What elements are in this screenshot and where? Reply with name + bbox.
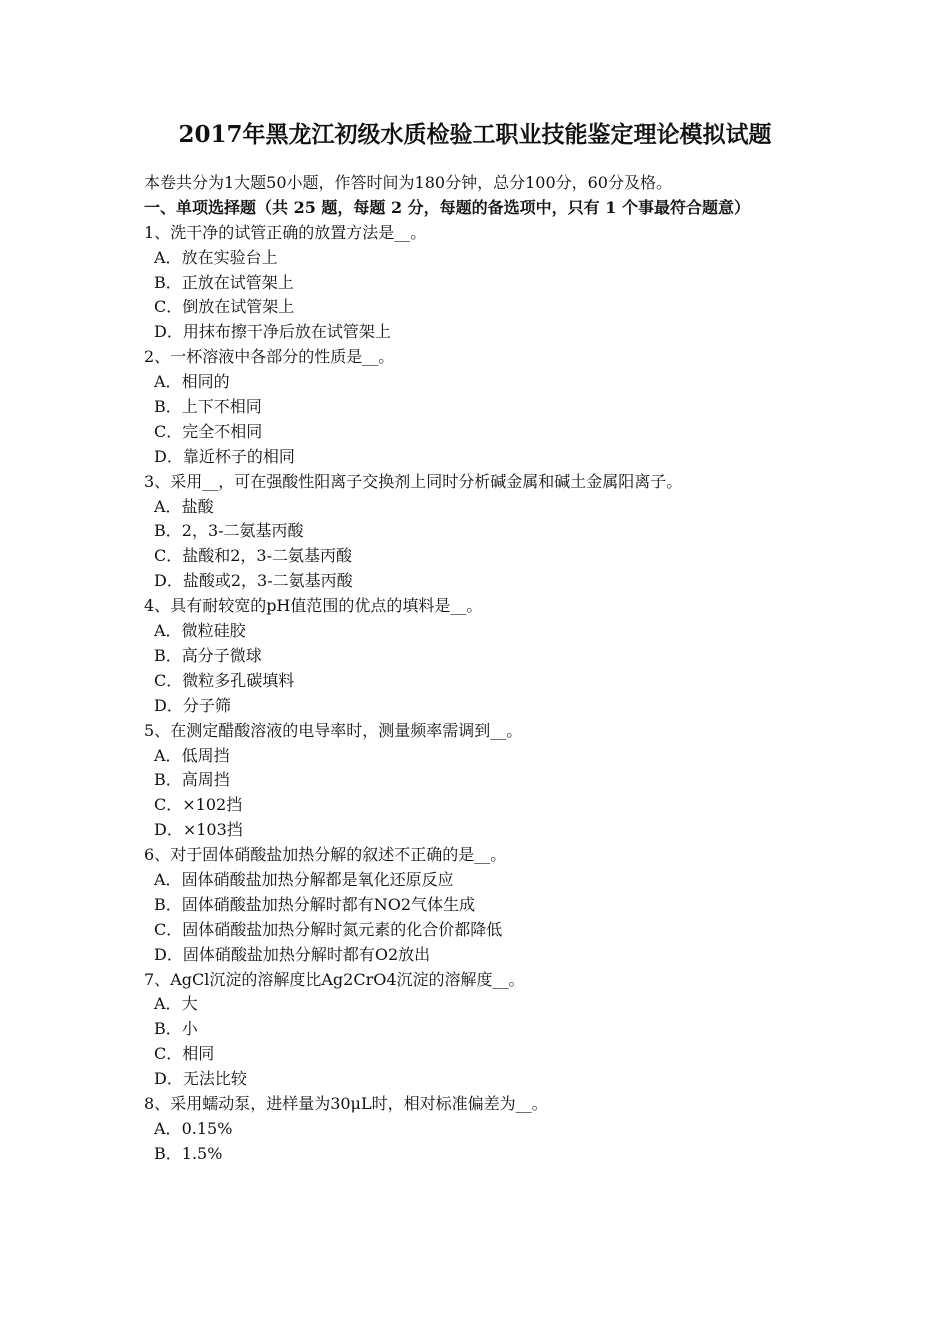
question-7	[144, 968, 808, 1092]
question-number: 3、	[144, 471, 171, 491]
option-d	[144, 320, 808, 345]
option-text: 高周挡	[181, 770, 230, 790]
option-text: 固体硝酸盐加热分解都是氧化还原反应	[181, 869, 454, 889]
question-stem	[144, 843, 808, 868]
question-stem	[144, 1092, 808, 1117]
question-text: 具有耐较宽的pH值范围的优点的填料是__。	[170, 596, 483, 616]
option-text: ×102挡	[182, 795, 243, 815]
option-c	[144, 918, 808, 943]
option-text: 高分子微球	[181, 645, 262, 665]
question-text: 采用蠕动泵，进样量为30μL时，相对标准偏差为__。	[170, 1093, 548, 1113]
question-number: 6、	[144, 845, 171, 865]
option-b	[144, 519, 808, 544]
option-letter: A．	[154, 247, 182, 267]
option-a	[144, 744, 808, 769]
option-a	[144, 370, 808, 395]
option-letter: A．	[154, 1118, 182, 1138]
option-letter: A．	[154, 496, 182, 516]
question-text: 对于固体硝酸盐加热分解的叙述不正确的是__。	[170, 845, 507, 865]
option-text: 分子筛	[182, 695, 231, 715]
option-a	[144, 619, 808, 644]
option-letter: B．	[154, 521, 182, 541]
option-a	[144, 1117, 808, 1142]
option-text: 2，3-二氨基丙酸	[181, 521, 304, 541]
option-text: ×103挡	[182, 820, 243, 840]
option-letter: D．	[154, 446, 183, 466]
question-stem	[144, 968, 808, 993]
option-letter: B．	[154, 397, 182, 417]
option-a	[144, 868, 808, 893]
question-6	[144, 843, 808, 967]
option-c	[144, 1042, 808, 1067]
option-letter: D．	[154, 820, 183, 840]
option-c	[144, 420, 808, 445]
question-3	[144, 470, 808, 594]
option-letter: A．	[154, 869, 182, 889]
option-d	[144, 445, 808, 470]
option-text: 无法比较	[182, 1069, 247, 1089]
option-letter: D．	[154, 944, 183, 964]
option-letter: B．	[154, 1143, 182, 1163]
option-b	[144, 644, 808, 669]
option-d	[144, 943, 808, 968]
question-text: 在测定醋酸溶液的电导率时，测量频率需调到__。	[170, 720, 523, 740]
option-b	[144, 1142, 808, 1167]
option-d	[144, 818, 808, 843]
question-8	[144, 1092, 808, 1167]
option-text: 盐酸	[181, 496, 214, 516]
option-text: 固体硝酸盐加热分解时都有NO2气体生成	[181, 894, 476, 914]
option-letter: B．	[154, 1019, 182, 1039]
question-stem	[144, 594, 808, 619]
option-letter: A．	[154, 994, 182, 1014]
option-letter: D．	[154, 322, 183, 342]
option-text: 微粒硅胶	[181, 621, 246, 641]
question-stem	[144, 221, 808, 246]
document-body	[144, 171, 808, 1167]
option-text: 固体硝酸盐加热分解时氮元素的化合价都降低	[182, 919, 503, 939]
option-letter: D．	[154, 1069, 183, 1089]
option-text: 相同	[182, 1044, 215, 1064]
option-letter: A．	[154, 372, 182, 392]
question-number: 2、	[144, 347, 171, 367]
option-a	[144, 246, 808, 271]
option-letter: C．	[154, 546, 183, 566]
question-number: 5、	[144, 720, 171, 740]
option-d	[144, 694, 808, 719]
option-text: 倒放在试管架上	[182, 297, 295, 317]
option-d	[144, 1067, 808, 1092]
exam-intro: 本卷共分为1大题50小题，作答时间为180分钟，总分100分，60分及格。	[144, 173, 672, 192]
option-letter: C．	[154, 919, 183, 939]
question-number: 4、	[144, 596, 171, 616]
option-letter: C．	[154, 297, 183, 317]
question-4	[144, 594, 808, 718]
question-number: 7、	[144, 969, 171, 989]
question-stem	[144, 470, 808, 495]
question-5	[144, 719, 808, 843]
option-text: 低周挡	[181, 745, 230, 765]
option-b	[144, 271, 808, 296]
option-letter: C．	[154, 670, 183, 690]
option-text: 盐酸和2，3-二氨基丙酸	[182, 546, 353, 566]
option-text: 上下不相同	[181, 397, 262, 417]
option-letter: A．	[154, 621, 182, 641]
question-text: 采用__，可在强酸性阳离子交换剂上同时分析碱金属和碱土金属阳离子。	[170, 471, 683, 491]
option-text: 盐酸或2，3-二氨基丙酸	[182, 571, 353, 591]
option-d	[144, 569, 808, 594]
option-text: 1.5%	[181, 1143, 223, 1163]
option-text: 大	[181, 994, 198, 1014]
option-b	[144, 768, 808, 793]
question-number: 1、	[144, 222, 171, 242]
question-text: 一杯溶液中各部分的性质是__。	[170, 347, 395, 367]
option-c	[144, 544, 808, 569]
option-text: 相同的	[181, 372, 230, 392]
question-stem	[144, 345, 808, 370]
question-text: 洗干净的试管正确的放置方法是__。	[170, 222, 427, 242]
option-text: 小	[181, 1019, 198, 1039]
question-text: AgCl沉淀的溶解度比Ag2CrO4沉淀的溶解度__。	[170, 969, 525, 989]
question-number: 8、	[144, 1093, 171, 1113]
option-b	[144, 893, 808, 918]
document-title: 2017年黑龙江初级水质检验工职业技能鉴定理论模拟试题	[178, 121, 772, 148]
option-text: 0.15%	[181, 1118, 233, 1138]
section-heading: 一、单项选择题（共 25 题，每题 2 分，每题的备选项中，只有 1 个事最符合题意）	[144, 197, 750, 217]
option-b	[144, 395, 808, 420]
option-letter: B．	[154, 770, 182, 790]
option-c	[144, 669, 808, 694]
question-1	[144, 221, 808, 345]
option-letter: B．	[154, 894, 182, 914]
option-c	[144, 793, 808, 818]
option-letter: C．	[154, 795, 183, 815]
option-letter: B．	[154, 645, 182, 665]
option-letter: B．	[154, 272, 182, 292]
option-b	[144, 1017, 808, 1042]
option-text: 微粒多孔碳填料	[182, 670, 295, 690]
option-a	[144, 992, 808, 1017]
option-text: 靠近杯子的相同	[182, 446, 295, 466]
option-text: 放在实验台上	[181, 247, 278, 267]
option-letter: C．	[154, 421, 183, 441]
option-letter: D．	[154, 695, 183, 715]
option-letter: A．	[154, 745, 182, 765]
option-text: 用抹布擦干净后放在试管架上	[182, 322, 391, 342]
option-letter: D．	[154, 571, 183, 591]
option-text: 固体硝酸盐加热分解时都有O2放出	[182, 944, 431, 964]
option-text: 正放在试管架上	[181, 272, 294, 292]
option-c	[144, 295, 808, 320]
option-a	[144, 495, 808, 520]
question-stem	[144, 719, 808, 744]
option-text: 完全不相同	[182, 421, 263, 441]
option-letter: C．	[154, 1044, 183, 1064]
question-2	[144, 345, 808, 469]
